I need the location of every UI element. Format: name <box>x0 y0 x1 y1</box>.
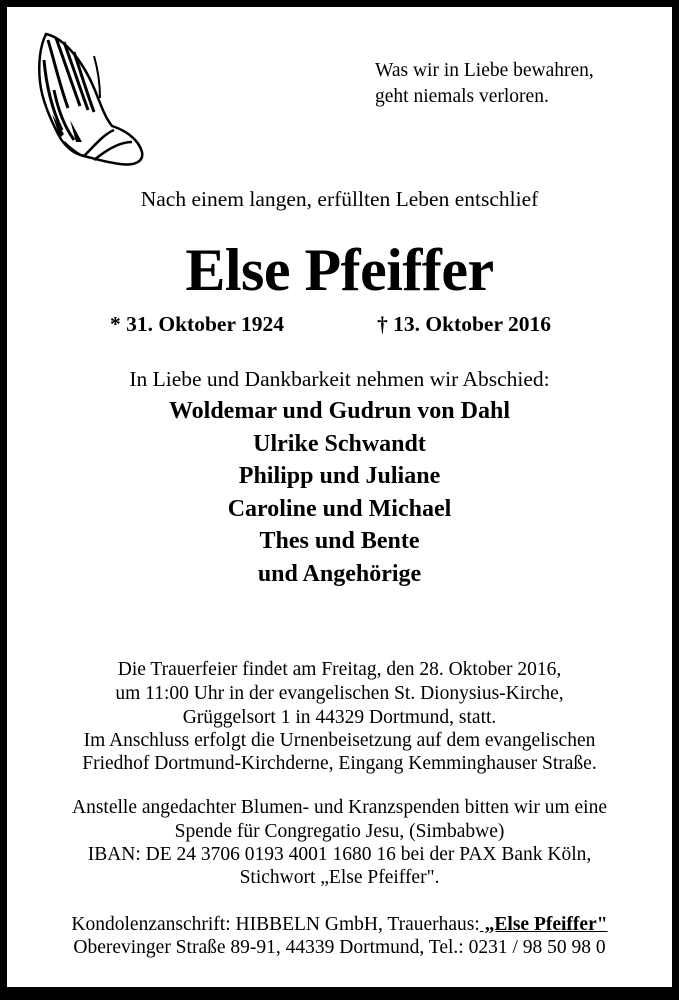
donation-line: Anstelle angedachter Blumen- und Kranzspenden bitten wir um eine <box>72 797 607 818</box>
service-line: Grüggelsort 1 in 44329 Dortmund, statt. <box>182 707 497 728</box>
farewell-text: In Liebe und Dankbarkeit nehmen wir Abschied: <box>129 367 550 391</box>
mourner-line: Philipp und Juliane <box>238 463 441 489</box>
contact-address: Oberevinger Straße 89-91, 44339 Dortmund, Tel.: 0231 / 98 50 98 0 <box>73 937 606 958</box>
trauerhaus-link[interactable]: „Else Pfeiffer" <box>479 914 608 935</box>
mourner-line: Thes und Bente <box>259 528 420 554</box>
donation-line: Spende für Congregatio Jesu, (Simbabwe) <box>174 821 505 842</box>
praying-hands-icon <box>34 30 150 168</box>
contact-prefix: Kondolenzanschrift: HIBBELN GmbH, Trauerhaus: <box>71 914 480 935</box>
quote-line: geht niemals verloren. <box>375 86 549 107</box>
service-line: Die Trauerfeier findet am Freitag, den 28. Oktober 2016, <box>117 659 562 680</box>
mourner-line: Caroline und Michael <box>227 496 452 522</box>
death-date: † 13. Oktober 2016 <box>377 312 551 336</box>
contact-line <box>0 915 679 935</box>
service-line: um 11:00 Uhr in der evangelischen St. Dionysius-Kirche, <box>115 683 564 704</box>
birth-date: * 31. Oktober 1924 <box>110 312 284 336</box>
donation-line: IBAN: DE 24 3706 0193 4001 1680 16 bei der PAX Bank Köln, <box>87 844 592 865</box>
deceased-name: Else Pfeiffer <box>185 237 494 303</box>
donation-line: Stichwort „Else Pfeiffer". <box>239 867 440 888</box>
service-line: Friedhof Dortmund-Kirchderne, Eingang Kemminghauser Straße. <box>82 753 597 774</box>
mourner-line: Woldemar und Gudrun von Dahl <box>168 398 510 424</box>
service-line: Im Anschluss erfolgt die Urnenbeisetzung auf dem evangelischen <box>83 730 596 751</box>
mourner-line: Ulrike Schwandt <box>253 431 426 457</box>
mourner-line: und Angehörige <box>257 561 422 587</box>
intro-text: Nach einem langen, erfüllten Leben entschlief <box>140 187 539 211</box>
quote-line: Was wir in Liebe bewahren, <box>375 60 594 81</box>
